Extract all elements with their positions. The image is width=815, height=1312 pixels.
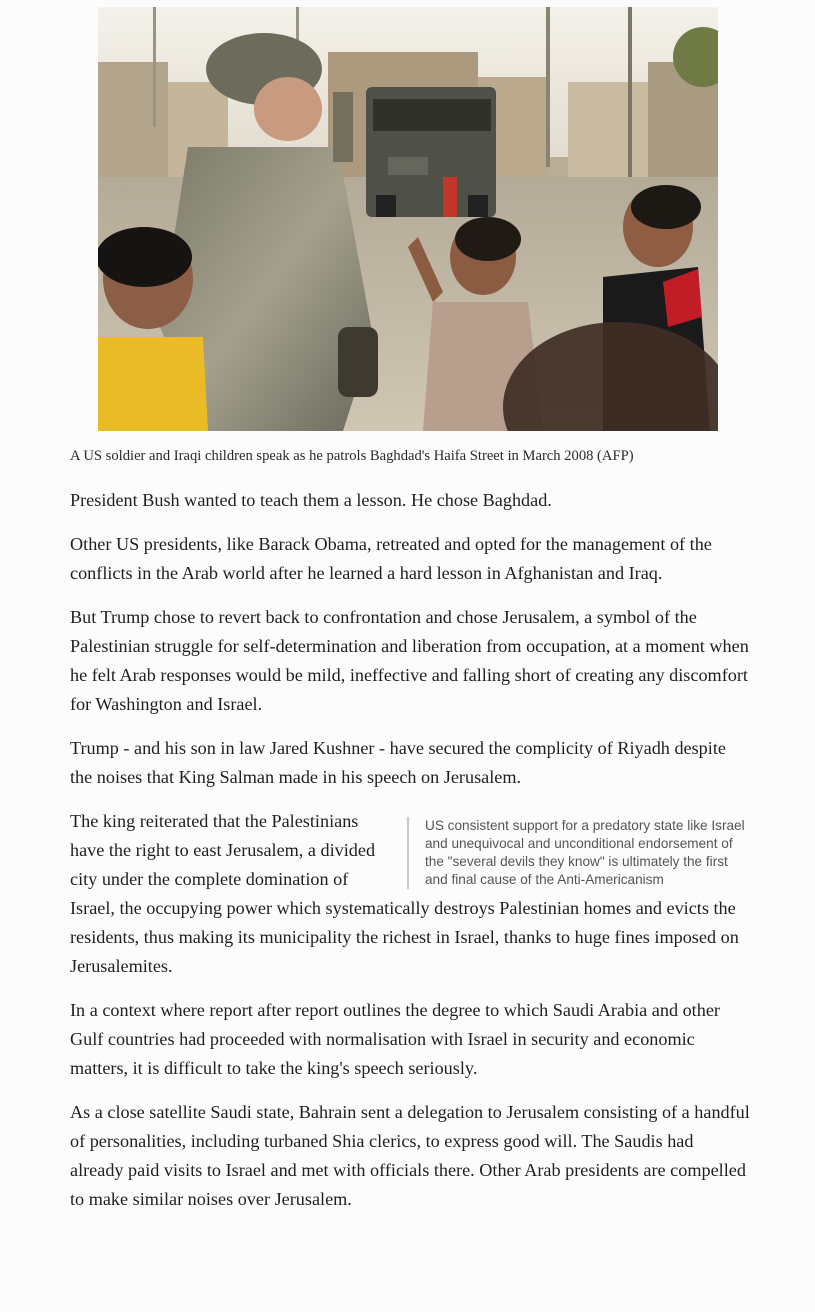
paragraph: In a context where report after report outlines the degree to which Saudi Arabia and other Gulf countries had proceeded with normalisation with Israel in security and economic matters, it is difficult to take the king's speech seriously. <box>70 1000 720 1078</box>
paragraph: President Bush wanted to teach them a lesson. He chose Baghdad. <box>70 490 552 510</box>
photo-illustration <box>98 7 718 431</box>
article-photo <box>98 7 718 431</box>
paragraph: But Trump chose to revert back to confrontation and chose Jerusalem, a symbol of the Palestinian struggle for self-determination and liberation from occupation, at a moment when he felt Arab responses would be mild, ineffective and falling short of creating any discomfort for Washington and Israel. <box>70 607 749 714</box>
paragraph: The king reiterated that the Palestinians have the right to east Jerusalem, a divided city under the complete domination of Israel, the occupying power which systematically destroys Palestinian homes and evicts the residents, thus making its municipality the richest in Israel, thanks to huge fines imposed on Jerusalemites. <box>70 811 739 976</box>
photo-caption: A US soldier and Iraqi children speak as he patrols Baghdad's Haifa Street in March 2008 (AFP) <box>70 448 634 464</box>
paragraph: Trump - and his son in law Jared Kushner - have secured the complicity of Riyadh despite the noises that King Salman made in his speech on Jerusalem. <box>70 738 726 787</box>
pull-quote: US consistent support for a predatory state like Israel and unequivocal and unconditional endorsement of the "several devils they know" is ultimately the first and final cause of the Anti-Americanism <box>407 817 750 889</box>
paragraph: As a close satellite Saudi state, Bahrain sent a delegation to Jerusalem consisting of a handful of personalities, including turbaned Shia clerics, to express good will. The Saudis had already paid visits to Israel and met with officials there. Other Arab presidents are compelled to make similar noises over Jerusalem. <box>70 1102 750 1209</box>
paragraph: Other US presidents, like Barack Obama, retreated and opted for the management of the conflicts in the Arab world after he learned a hard lesson in Afghanistan and Iraq. <box>70 534 712 583</box>
article-body <box>70 486 750 1229</box>
